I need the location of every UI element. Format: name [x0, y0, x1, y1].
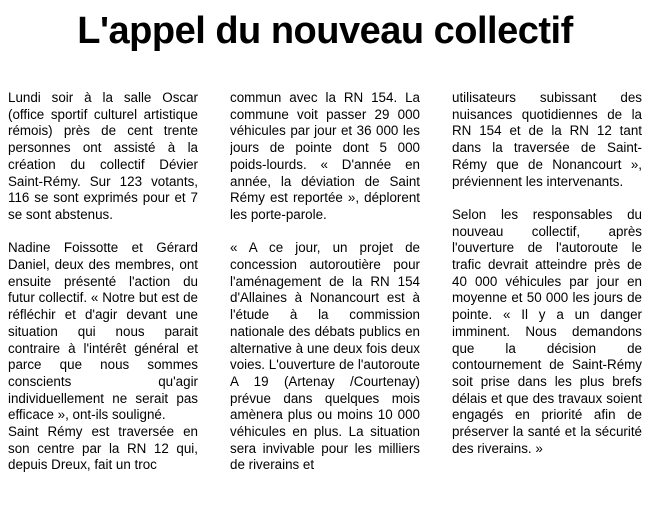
- article-headline: L'appel du nouveau collectif: [77, 10, 573, 52]
- paragraph: Selon les responsables du nouveau collectif, après l'ouverture de l'autoroute le trafic devrait atteindre près de 40 000 véhicules par jour en moyenne et 50 000 les jours de pointe. « Il y a un danger imminent. Nous demandons que la décision de contournement de Saint-Rémy soit prise dans les plus brefs délais et que des travaux soient engagés en priorité afin de préserver la santé et la sécurité des riverains. »: [452, 206, 642, 456]
- paragraph: utilisateurs subissant des nuisances quotidiennes de la RN 154 et de la RN 12 tant dans la traversée de Saint-Rémy que de Nonancourt », préviennent les intervenants.: [452, 90, 642, 189]
- paragraph: Lundi soir à la salle Oscar (office sportif culturel artistique rémois) près de cent trente personnes ont assisté à la création du collectif Dévier Saint-Rémy. Sur 123 votants, 116 se sont exprimés pour et 7 se sont abstenus.: [8, 90, 198, 222]
- paragraph: « A ce jour, un projet de concession autoroutière pour l'aménagement de la RN 154 d'Allaines à Nonancourt est à l'étude à la commission nationale des débats publics en alternative à une deux fois deux voies. L'ouverture de l'autoroute A 19 (Artenay /Courtenay) prévue dans quelques mois amènera plus ou moins 10 000 véhicules en plus. La situation sera invivable pour les milliers de riverains et: [230, 240, 420, 473]
- paragraph: commun avec la RN 154. La commune voit passer 29 000 véhicules par jour et 36 000 les jours de pointe dont 5 000 poids-lourds. « D'année en année, la déviation de Saint Rémy est reportée », déplorent les porte-parole.: [230, 90, 420, 222]
- article-column-2: [230, 90, 420, 518]
- article-column-1: [8, 90, 198, 518]
- paragraph: Saint Rémy est traversée en son centre par la RN 12 qui, depuis Dreux, fait un troc: [8, 424, 198, 473]
- paragraph: Nadine Foissotte et Gérard Daniel, deux des membres, ont ensuite présenté l'action du futur collectif. « Notre but est de réfléchir et d'agir devant une situation qui nous parait contraire à l'intérêt général et parce que nous sommes conscients qu'agir individuellement ne serait pas efficace », ont-ils souligné.: [8, 240, 198, 423]
- article-column-3: [452, 90, 642, 518]
